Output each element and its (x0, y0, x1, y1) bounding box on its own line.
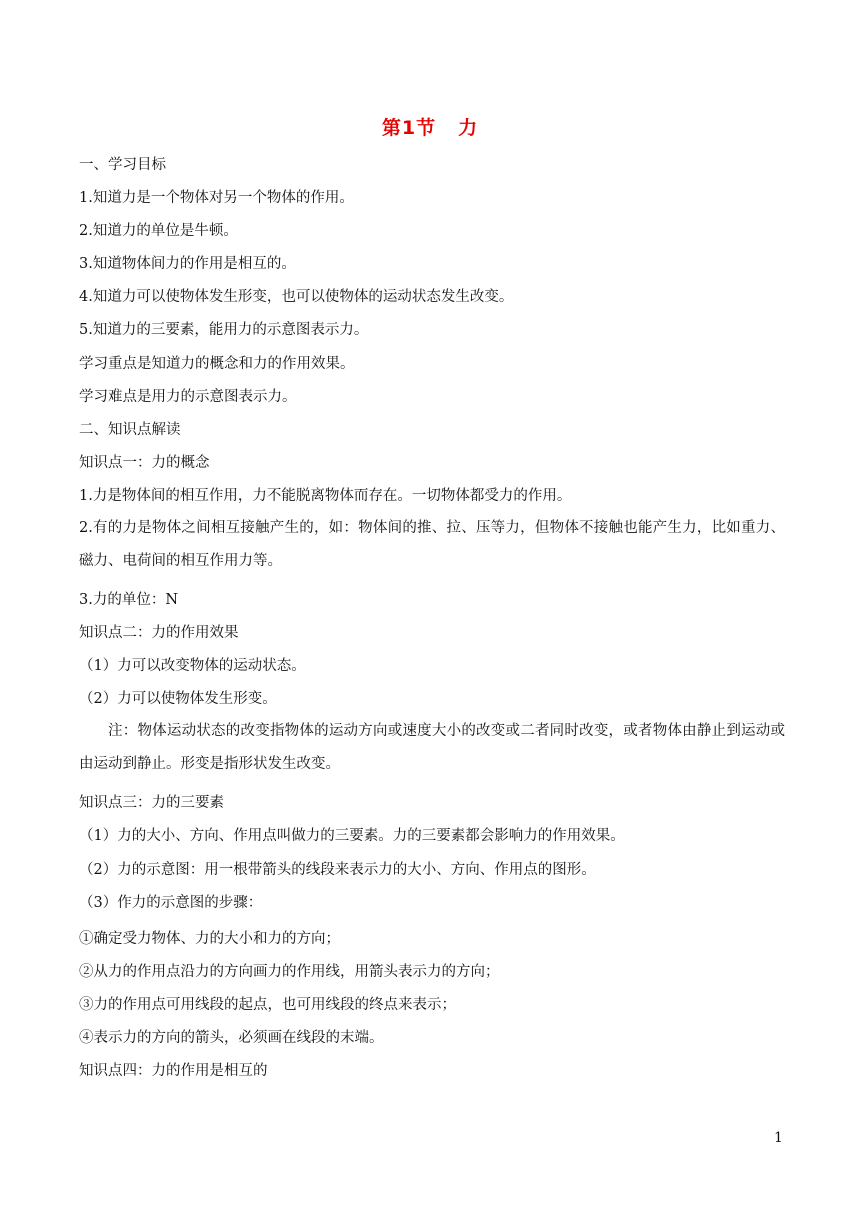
kp1-item: 1.力是物体间的相互作用，力不能脱离物体而存在。一切物体都受力的作用。 (79, 488, 572, 504)
key-point: 学习重点是知道力的概念和力的作用效果。 (79, 356, 355, 372)
title-name: 力 (458, 117, 479, 139)
kp3-item: （3）作力的示意图的步骤： (79, 895, 263, 911)
kp3-item: （1）力的大小、方向、作用点叫做力的三要素。力的三要素都会影响力的作用效果。 (79, 828, 625, 844)
kp1-item: 2.有的力是物体之间相互接触产生的，如：物体间的推、拉、压等力，但物体不接触也能产生力，比如重力、磁力、电荷间的相互作用力等。 (79, 520, 785, 569)
objective-item: 2.知道力的单位是牛顿。 (79, 223, 238, 239)
difficult-point: 学习难点是用力的示意图表示力。 (79, 389, 297, 405)
kp4-heading: 知识点四：力的作用是相互的 (79, 1063, 268, 1079)
kp3-step: ③力的作用点可用线段的起点，也可用线段的终点来表示； (79, 997, 456, 1013)
objective-item: 3.知道物体间力的作用是相互的。 (79, 256, 296, 272)
kp3-step: ②从力的作用点沿力的方向画力的作用线，用箭头表示力的方向； (79, 964, 500, 980)
kp1-item: 3.力的单位：N (79, 592, 179, 608)
analysis-heading: 二、知识点解读 (79, 422, 181, 438)
kp2-heading: 知识点二：力的作用效果 (79, 625, 239, 641)
title-prefix: 第1节 (381, 117, 437, 139)
kp3-item: （2）力的示意图：用一根带箭头的线段来表示力的大小、方向、作用点的图形。 (79, 862, 596, 878)
objective-item: 5.知道力的三要素，能用力的示意图表示力。 (79, 322, 369, 338)
kp2-item: （2）力可以使物体发生形变。 (79, 691, 277, 707)
kp2-note: 注：物体运动状态的改变指物体的运动方向或速度大小的改变或二者同时改变，或者物体由静止到运动或由运动到静止。形变是指形状发生改变。 (79, 723, 785, 772)
objective-item: 1.知道力是一个物体对另一个物体的作用。 (79, 190, 354, 206)
kp1-heading: 知识点一：力的概念 (79, 455, 210, 471)
kp2-item: （1）力可以改变物体的运动状态。 (79, 658, 306, 674)
kp3-heading: 知识点三：力的三要素 (79, 795, 224, 811)
objectives-heading: 一、学习目标 (79, 157, 166, 173)
objective-item: 4.知道力可以使物体发生形变，也可以使物体的运动状态发生改变。 (79, 289, 514, 305)
kp3-step: ①确定受力物体、力的大小和力的方向； (79, 931, 340, 947)
page-title (0, 113, 860, 140)
kp3-step: ④表示力的方向的箭头，必须画在线段的末端。 (79, 1030, 384, 1046)
page-number: 1 (774, 1130, 783, 1146)
